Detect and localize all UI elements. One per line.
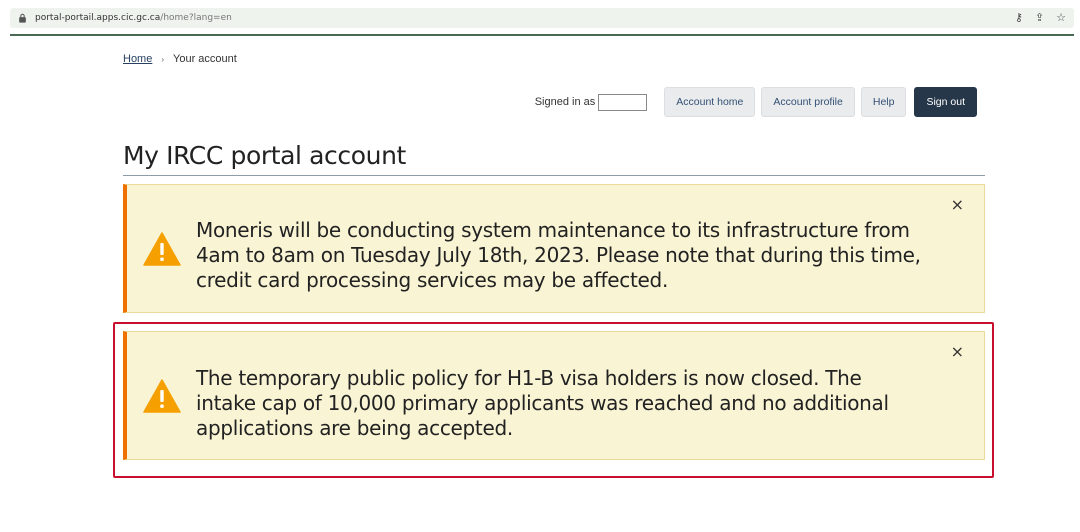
url-host: portal-portail.apps.cic.gc.ca bbox=[35, 13, 161, 23]
signed-in-label: Signed in as bbox=[534, 96, 596, 108]
highlight-box bbox=[113, 322, 994, 478]
title-divider bbox=[123, 175, 985, 176]
lock-icon bbox=[18, 13, 27, 23]
close-icon[interactable]: × bbox=[950, 342, 964, 361]
help-button[interactable]: Help bbox=[861, 87, 907, 117]
alert-message: The temporary public policy for H1-B visa holders is now closed. The intake cap of 10,000 primary applicants was reached and no additional applications are being accepted. bbox=[196, 366, 889, 440]
close-icon[interactable]: × bbox=[950, 195, 964, 214]
browser-address-bar[interactable] bbox=[10, 8, 1074, 28]
account-toolbar bbox=[535, 87, 977, 117]
breadcrumb-home-link[interactable]: Home bbox=[123, 53, 153, 65]
alert-message: Moneris will be conducting system maintenance to its infrastructure from 4am to 8am on Tuesday July 18th, 2023. Please note that during this time, credit card processing services may be affected. bbox=[196, 218, 921, 292]
signed-in-status bbox=[535, 94, 648, 111]
breadcrumb-current: Your account bbox=[173, 53, 237, 65]
star-icon[interactable]: ☆ bbox=[1056, 11, 1066, 24]
url-text[interactable] bbox=[35, 13, 1015, 23]
share-icon[interactable]: ⇪ bbox=[1034, 11, 1045, 24]
key-icon[interactable]: ⚷ bbox=[1014, 11, 1023, 24]
warning-icon bbox=[143, 232, 181, 266]
signed-in-username-box bbox=[598, 94, 647, 111]
account-profile-button[interactable]: Account profile bbox=[761, 87, 854, 117]
url-path: /home?lang=en bbox=[160, 13, 232, 23]
maintenance-alert bbox=[123, 184, 985, 313]
account-home-button[interactable]: Account home bbox=[664, 87, 755, 117]
page-top-rule bbox=[10, 34, 1074, 36]
breadcrumb bbox=[123, 53, 237, 65]
breadcrumb-separator: › bbox=[161, 54, 165, 64]
sign-out-button[interactable]: Sign out bbox=[914, 87, 977, 117]
page-title: My IRCC portal account bbox=[123, 141, 406, 170]
